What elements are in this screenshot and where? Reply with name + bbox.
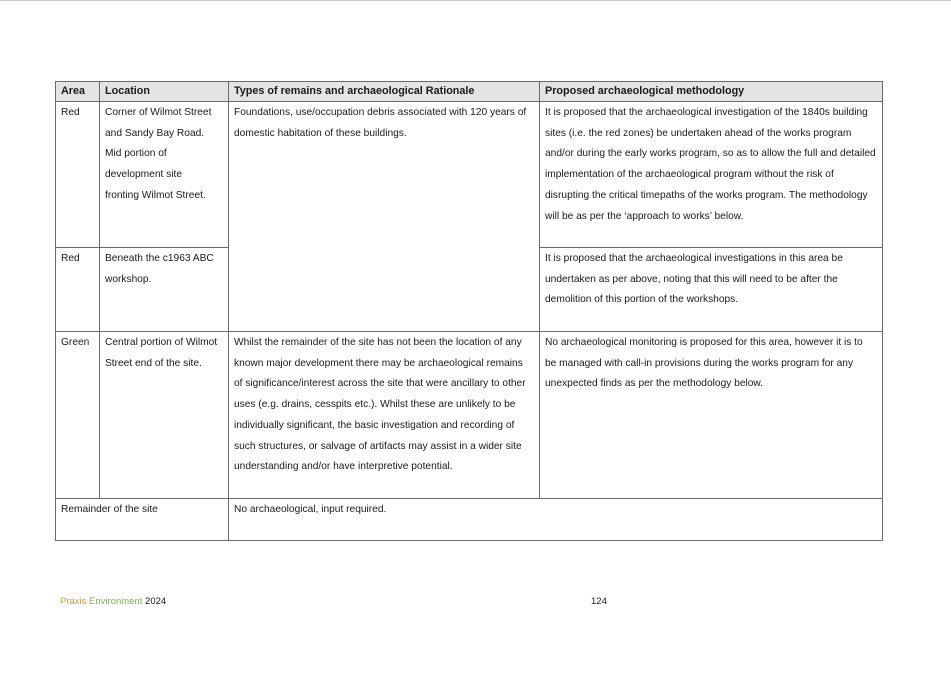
header-remains: Types of remains and archaeological Rationale [229,82,540,102]
brand-word-praxis: Praxis [60,596,87,607]
remains-methodology-cell: No archaeological, input required. [229,499,883,541]
location-line: Mid portion of [105,148,167,160]
location-line: and Sandy Bay Road. [105,127,205,139]
location-line: workshop. [105,273,152,285]
table-row [56,332,883,499]
location-line: fronting Wilmot Street. [105,189,206,201]
methodology-cell: No archaeological monitoring is proposed for this area, however it is to be managed with call-in provisions during the works program for any unexpected finds as per the methodology below. [540,332,883,499]
archaeology-table [55,81,883,541]
area-cell: Green [56,332,100,499]
location-line: development site [105,169,183,181]
location-cell [100,102,229,248]
page-number: 124 [591,596,607,607]
area-cell: Red [56,248,100,332]
header-location: Location [100,82,229,102]
location-cell: Central portion of Wilmot Street end of the site. [100,332,229,499]
methodology-cell: It is proposed that the archaeological investigations in this area be undertaken as per above, noting that this will need to be after the demolition of this portion of the workshops. [540,248,883,332]
header-methodology: Proposed archaeological methodology [540,82,883,102]
methodology-cell: It is proposed that the archaeological investigation of the 1840s building sites (i.e. the red zones) be undertaken ahead of the works program and/or during the early works program, so as to allow the full and detailed implementation of the archaeological program without the risk of disrupting the critical timepaths of the works program. The methodology will be as per the ‘approach to works’ below. [540,102,883,248]
footer-brand [60,596,166,607]
location-line: Beneath the c1963 ABC [105,253,214,264]
table-row [56,499,883,541]
area-location-cell: Remainder of the site [56,499,229,541]
footer-year: 2024 [145,596,167,607]
location-line: Corner of Wilmot Street [105,107,212,118]
brand-word-environment: Environment [89,596,143,607]
page-top-rule [0,0,951,1]
table-row [56,102,883,248]
remains-cell: Whilst the remainder of the site has not been the location of any known major development there may be archaeological remains of significance/interest across the site that were ancillary to other uses (e.g. drains, cesspits etc.). Whilst these are unlikely to be individually significant, the basic investigation and recording of such structures, or salvage of artifacts may assist in a wider site understanding and/or have interpretive potential. [229,332,540,499]
table-header-row [56,82,883,102]
remains-cell: Foundations, use/occupation debris associated with 120 years of domestic habitation of these buildings. [229,102,540,332]
location-cell [100,248,229,332]
area-cell: Red [56,102,100,248]
header-area: Area [56,82,100,102]
